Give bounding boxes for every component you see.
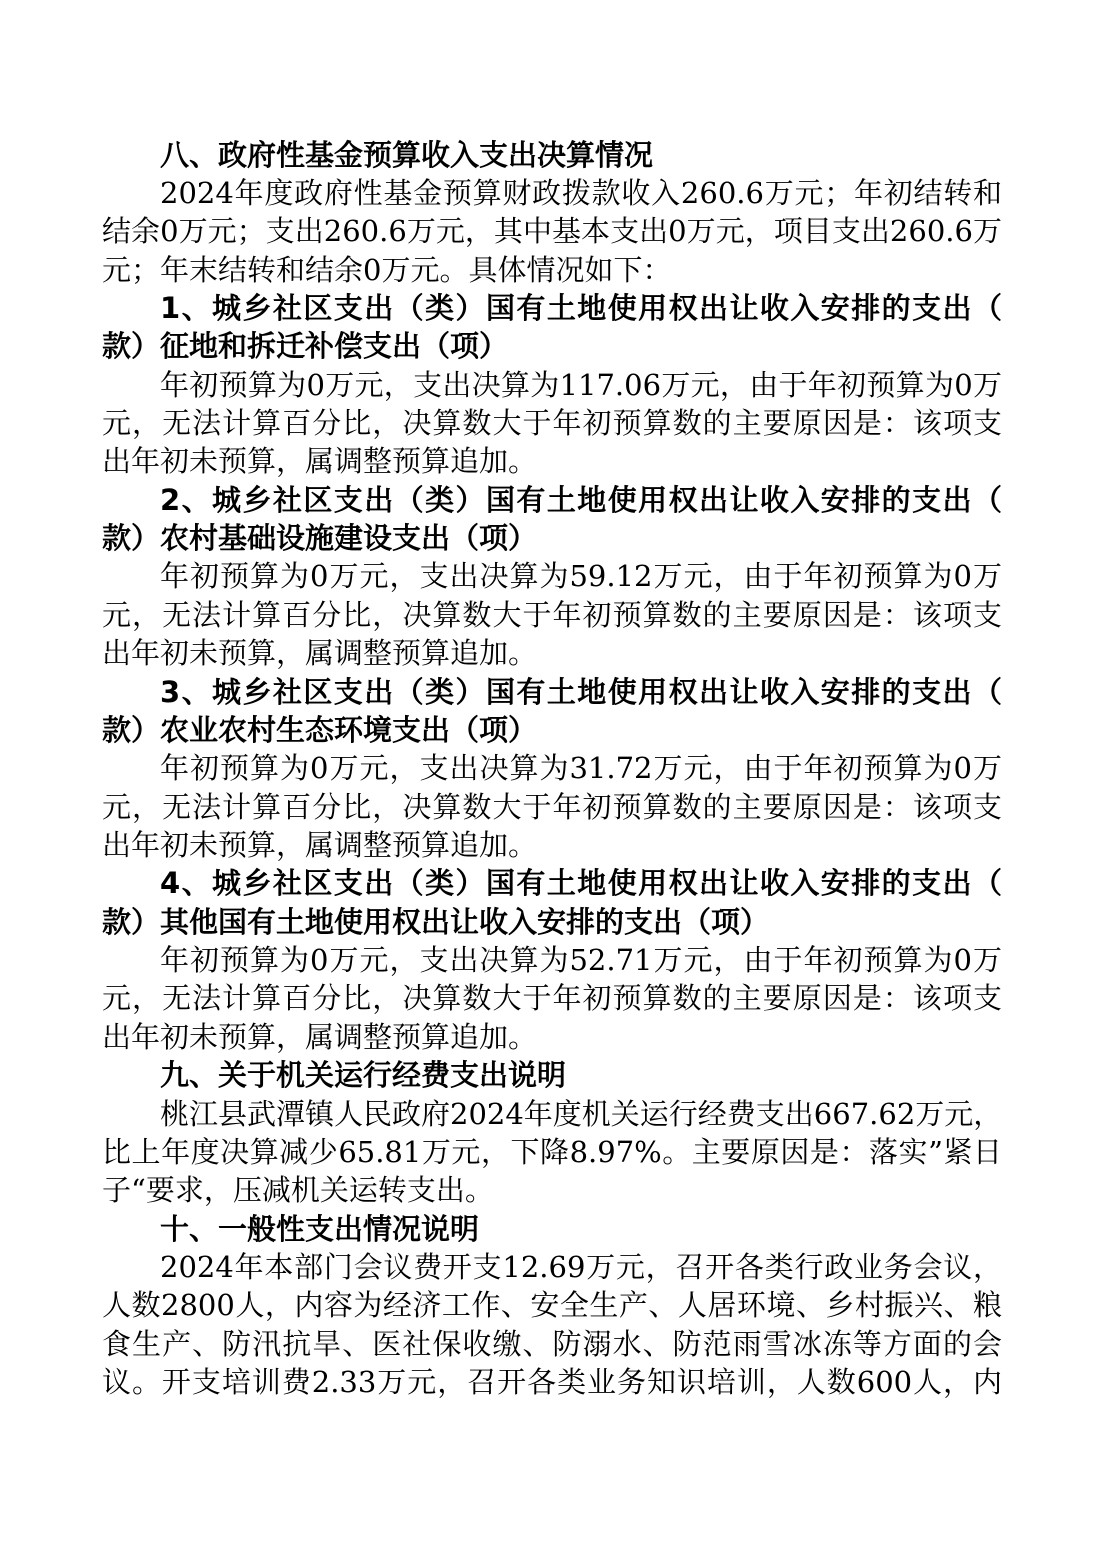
paragraph-line: 出年初未预算，属调整预算追加。	[102, 636, 538, 670]
paragraph-line: 人数2800人，内容为经济工作、安全生产、人居环境、乡村振兴、粮	[102, 1288, 1002, 1322]
paragraph-line: 出年初未预算，属调整预算追加。	[102, 828, 538, 862]
paragraph-line: 年初预算为0万元，支出决算为117.06万元，由于年初预算为0万	[160, 368, 1002, 402]
paragraph-line: 子“要求，压减机关运转支出。	[102, 1173, 494, 1207]
subsection-heading-3: 3、城乡社区支出（类）国有土地使用权出让收入安排的支出（	[160, 675, 1002, 709]
section-heading-9: 九、关于机关运行经费支出说明	[160, 1058, 567, 1092]
paragraph-line: 2024年本部门会议费开支12.69万元，召开各类行政业务会议，	[160, 1250, 1002, 1284]
section-heading-10: 十、一般性支出情况说明	[160, 1212, 480, 1246]
paragraph-line: 年初预算为0万元，支出决算为52.71万元，由于年初预算为0万	[160, 943, 1002, 977]
paragraph-line: 元，无法计算百分比，决算数大于年初预算数的主要原因是：该项支	[102, 406, 1002, 440]
paragraph-line: 元，无法计算百分比，决算数大于年初预算数的主要原因是：该项支	[102, 598, 1002, 632]
section-heading-8: 八、政府性基金预算收入支出决算情况	[160, 138, 654, 172]
subsection-heading-4-cont: 款）其他国有土地使用权出让收入安排的支出（项）	[102, 905, 770, 939]
subsection-heading-4: 4、城乡社区支出（类）国有土地使用权出让收入安排的支出（	[160, 866, 1002, 900]
paragraph-line: 出年初未预算，属调整预算追加。	[102, 1020, 538, 1054]
paragraph-line: 年初预算为0万元，支出决算为31.72万元，由于年初预算为0万	[160, 751, 1002, 785]
paragraph-line: 元，无法计算百分比，决算数大于年初预算数的主要原因是：该项支	[102, 981, 1002, 1015]
paragraph-line: 结余0万元；支出260.6万元，其中基本支出0万元，项目支出260.6万	[102, 214, 1002, 248]
subsection-heading-1-cont: 款）征地和拆迁补偿支出（项）	[102, 329, 509, 363]
paragraph-line: 出年初未预算，属调整预算追加。	[102, 444, 538, 478]
subsection-heading-2: 2、城乡社区支出（类）国有土地使用权出让收入安排的支出（	[160, 483, 1002, 517]
paragraph-line: 2024年度政府性基金预算财政拨款收入260.6万元；年初结转和	[160, 176, 1002, 210]
subsection-heading-3-cont: 款）农业农村生态环境支出（项）	[102, 713, 538, 747]
paragraph-line: 元，无法计算百分比，决算数大于年初预算数的主要原因是：该项支	[102, 790, 1002, 824]
paragraph-line: 议。开支培训费2.33万元，召开各类业务知识培训，人数600人，内	[102, 1365, 1002, 1399]
paragraph-line: 食生产、防汛抗旱、医社保收缴、防溺水、防范雨雪冰冻等方面的会	[102, 1327, 1002, 1361]
subsection-heading-1: 1、城乡社区支出（类）国有土地使用权出让收入安排的支出（	[160, 291, 1002, 325]
paragraph-line: 元；年末结转和结余0万元。具体情况如下：	[102, 253, 672, 287]
paragraph-line: 年初预算为0万元，支出决算为59.12万元，由于年初预算为0万	[160, 559, 1002, 593]
paragraph-line: 桃江县武潭镇人民政府2024年度机关运行经费支出667.62万元，	[160, 1097, 1003, 1131]
subsection-heading-2-cont: 款）农村基础设施建设支出（项）	[102, 521, 538, 555]
paragraph-line: 比上年度决算减少65.81万元，下降8.97%。主要原因是：落实”紧日	[102, 1135, 1002, 1169]
